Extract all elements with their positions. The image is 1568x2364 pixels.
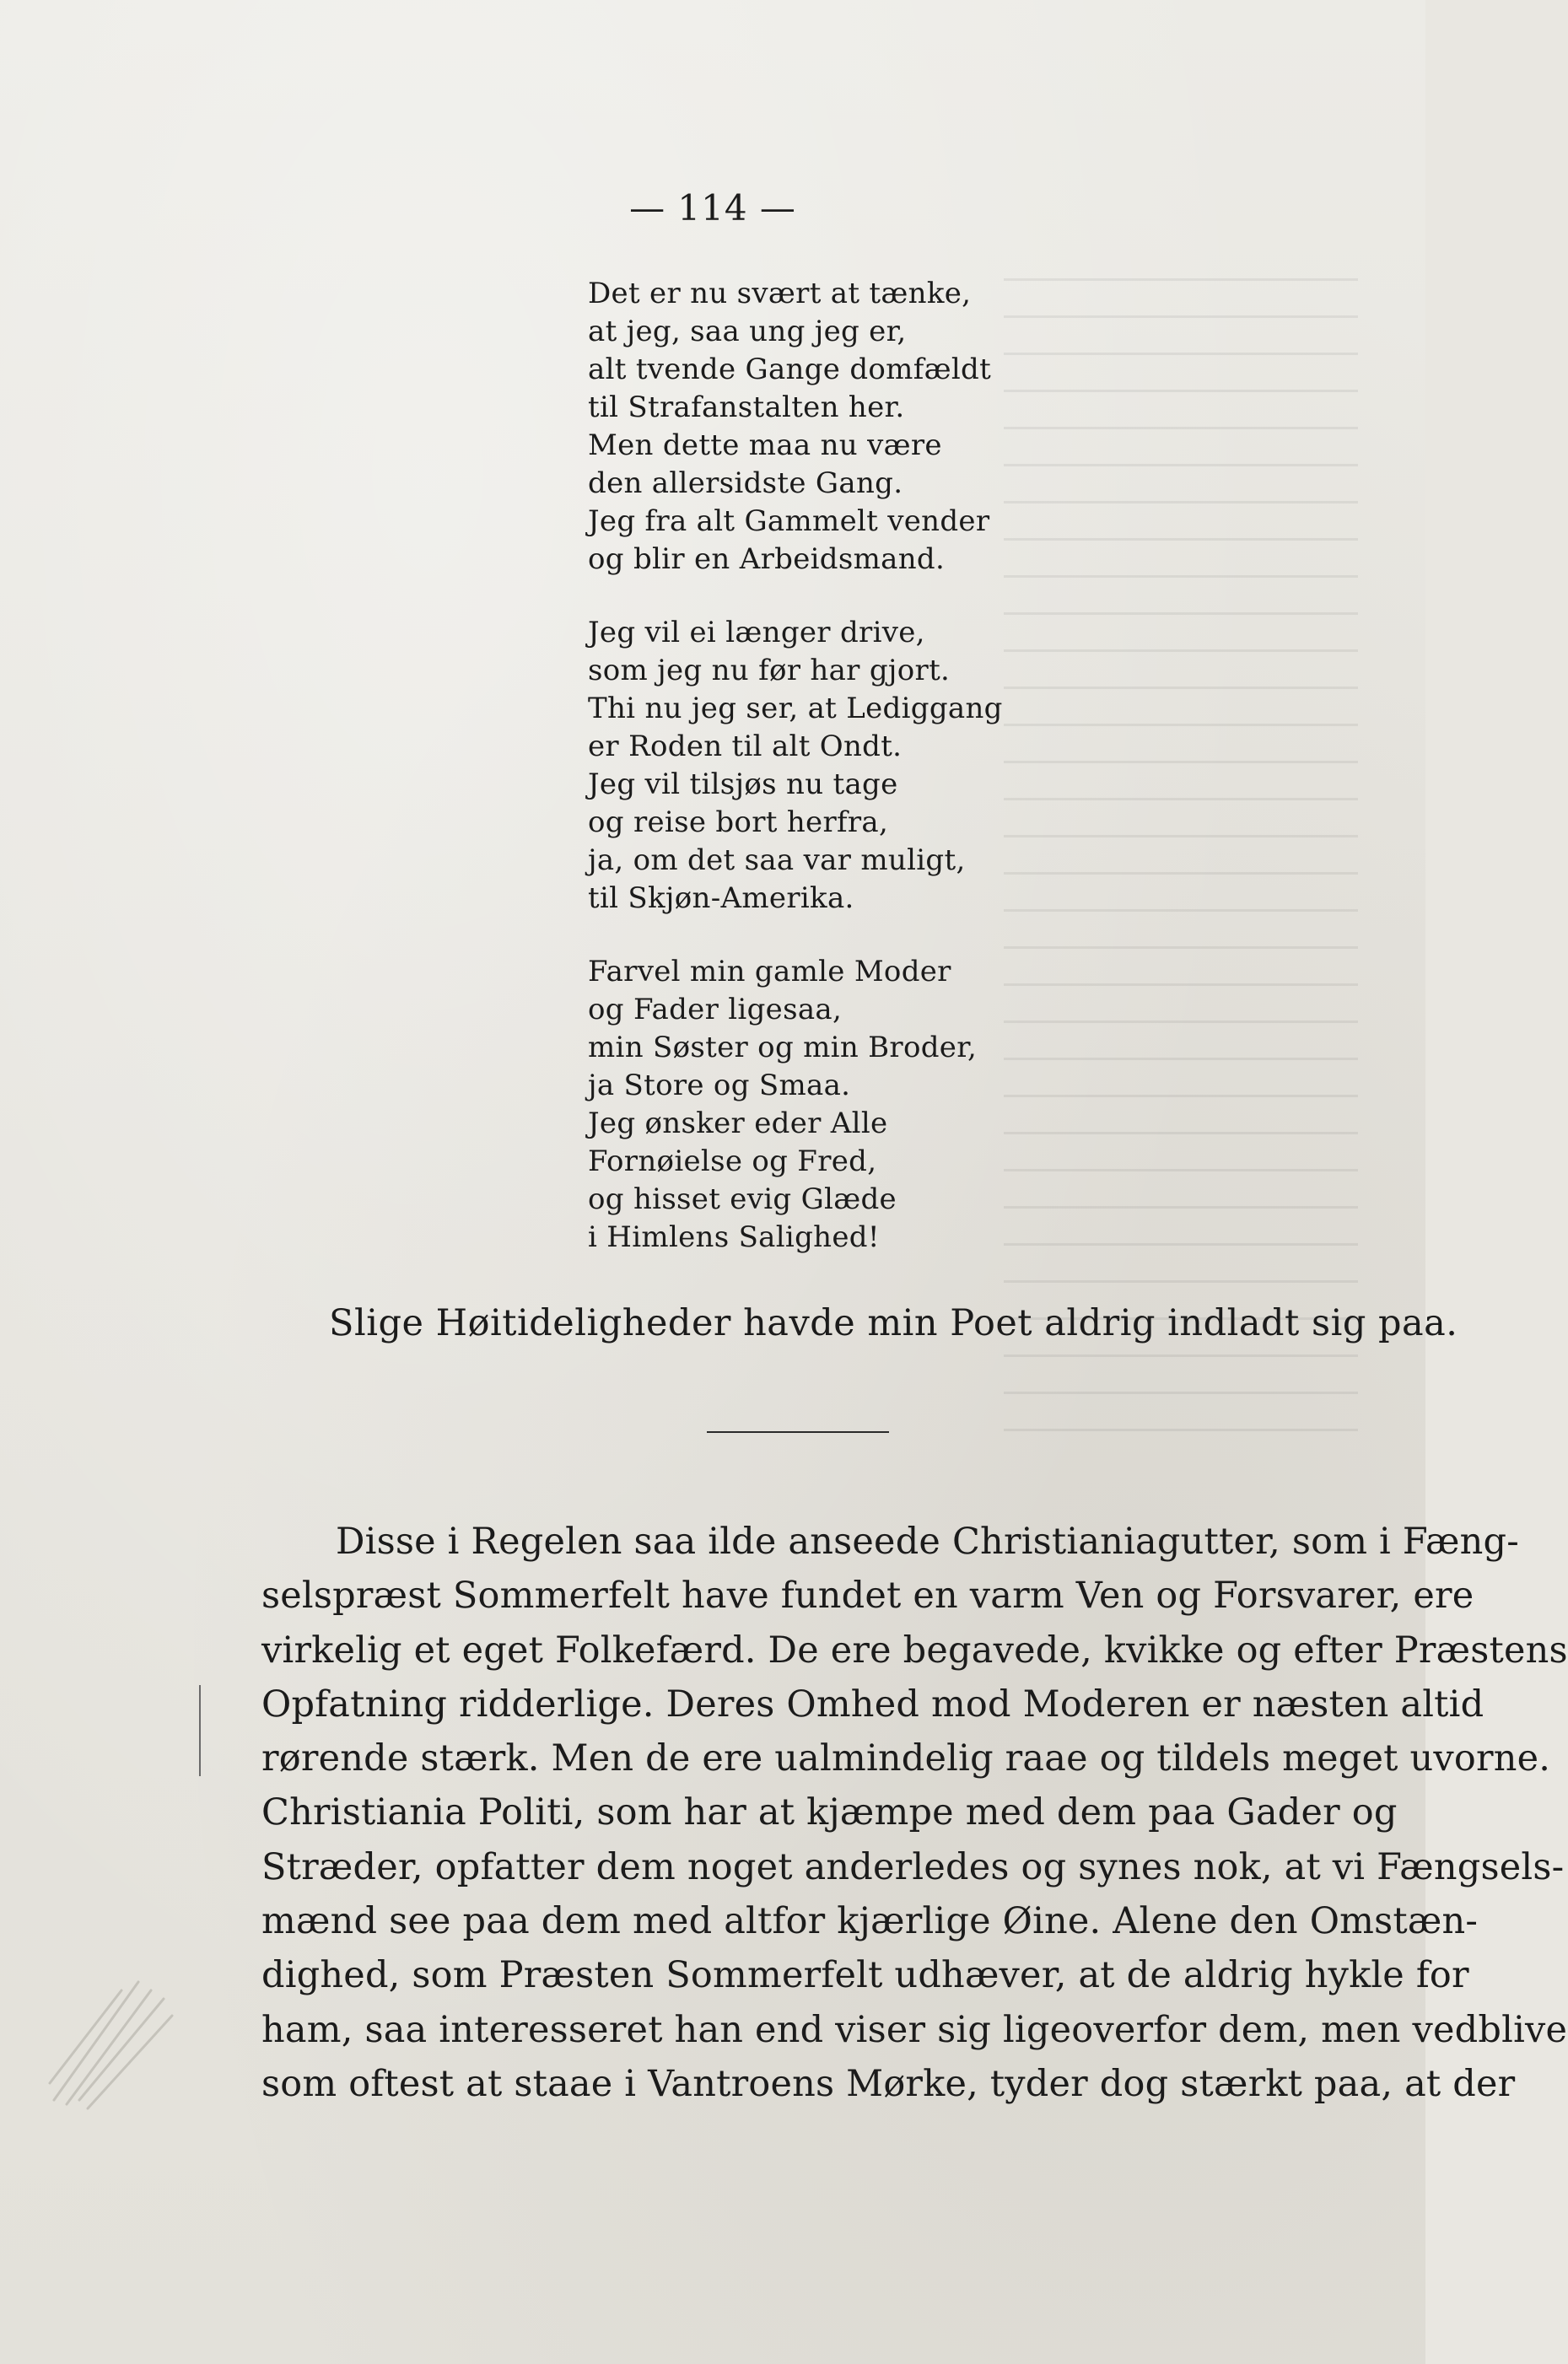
paragraph-line: som oftest at staae i Vantroens Mørke, tyder dog stærkt paa, at der [261,2062,1516,2105]
poem-line: ja, om det saa var muligt, [588,843,966,877]
page-number: — 114 — [629,187,796,229]
poem-line: Jeg vil tilsjøs nu tage [588,767,898,801]
poem-line: min Søster og min Broder, [588,1031,978,1064]
paragraph-line: Disse i Regelen saa ilde anseede Christianiagutter, som i Fæng- [336,1521,1519,1563]
poem-line: Jeg fra alt Gammelt vender [588,504,990,538]
margin-pencil-mark [199,1685,201,1776]
poem-line: at jeg, saa ung jeg er, [588,315,907,348]
paragraph-line: Opfatning ridderlige. Deres Omhed mod Moderen er næsten altid [261,1683,1484,1726]
poem-line: Jeg vil ei længer drive, [588,616,925,649]
poem-line: som jeg nu før har gjort. [588,654,951,687]
poem-stanza-1 [588,275,1263,579]
poem-line: Thi nu jeg ser, at Lediggang [588,692,1003,725]
poem [588,275,1263,1292]
paragraph-line: Stræder, opfatter dem noget anderledes og synes nok, at vi Fængsels- [261,1845,1565,1888]
paragraph-line: rørende stærk. Men de ere ualmindelig raae og tildels meget uvorne. [261,1737,1551,1780]
paragraph-line: virkelig et eget Folkefærd. De ere begavede, kvikke og efter Præstens [261,1629,1568,1672]
poem-stanza-3 [588,953,1263,1257]
paragraph-line: Christiania Politi, som har at kjæmpe med dem paa Gader og [261,1791,1398,1834]
paragraph-line: selspræst Sommerfelt have fundet en varm Ven og Forsvarer, ere [261,1575,1474,1618]
poem-line: alt tvende Gange domfældt [588,353,992,386]
poem-line: Fornøielse og Fred, [588,1144,877,1178]
poem-line: til Strafanstalten her. [588,390,905,424]
poem-stanza-2 [588,614,1263,918]
poem-line: og Fader ligesaa, [588,993,843,1026]
section-divider [707,1431,889,1433]
poem-line: Jeg ønsker eder Alle [588,1107,888,1140]
poem-line: den allersidste Gang. [588,466,903,500]
body-paragraph [261,1515,1568,2111]
poem-line: til Skjøn-Amerika. [588,881,854,915]
paragraph-line: mænd see paa dem med altfor kjærlige Øine. Alene den Omstæn- [261,1900,1479,1943]
poem-line: Men dette maa nu være [588,428,942,462]
paragraph-line: ham, saa interesseret han end viser sig ligeoverfor dem, men vedblive [261,2008,1568,2051]
poem-line: og hisset evig Glæde [588,1182,897,1216]
poem-line: Det er nu svært at tænke, [588,277,972,310]
paragraph-line: dighed, som Præsten Sommerfelt udhæver, at de aldrig hykle for [261,1954,1469,1997]
poem-line: og blir en Arbeidsmand. [588,542,946,576]
closing-remark: Slige Høitideligheder havde min Poet aldrig indladt sig paa. [329,1302,1458,1344]
poem-line: ja Store og Smaa. [588,1069,851,1102]
poem-line: er Roden til alt Ondt. [588,730,903,763]
poem-line: og reise bort herfra, [588,805,889,839]
ink-smudge-mark [37,1931,206,2117]
poem-line: Farvel min gamle Moder [588,955,951,988]
poem-line: i Himlens Salighed! [588,1220,880,1254]
